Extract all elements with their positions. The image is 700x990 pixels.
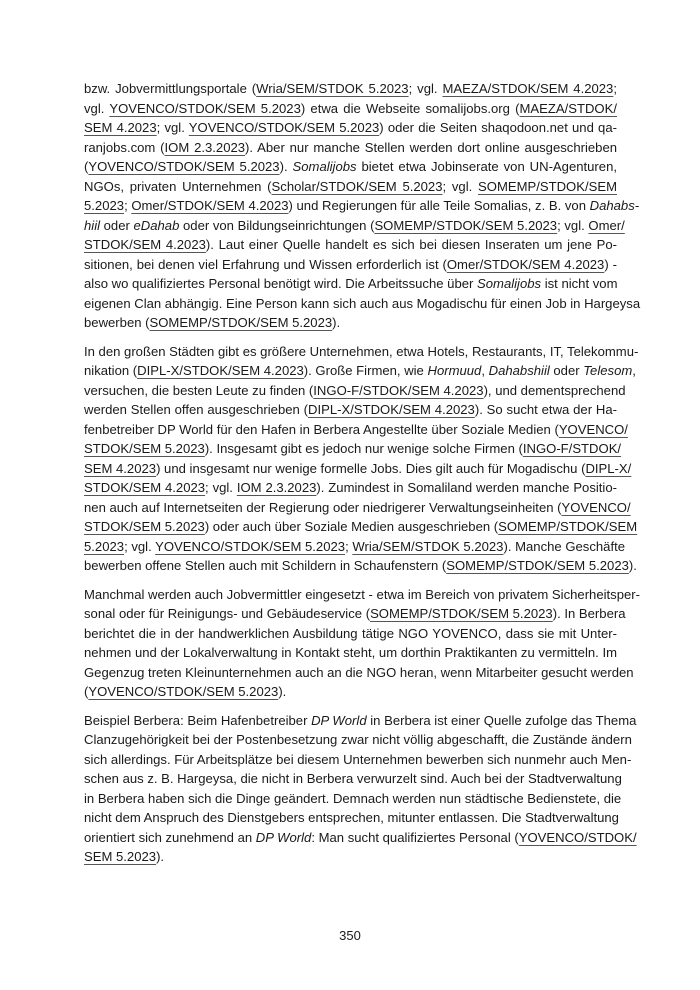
source-citation-link[interactable]: STDOK/SEM 5.2023 [84,519,205,534]
text: in Berbera haben sich die Dinge geändert. Demnach werden nun städtische Bedienstete, die [84,790,622,806]
text-line [84,478,617,498]
text: ). [279,159,293,174]
text: oder [549,363,584,378]
paragraph [84,79,641,333]
text: nehmen und der Lokalverwaltung in Kontakt steht, um dorthin Praktikanten zu vermitteln. Im [84,645,617,660]
text: , [481,363,489,378]
text: orientiert sich zunehmend an [84,829,256,845]
text: ). So sucht etwa der Ha- [474,402,617,417]
text-line [84,769,622,789]
text: schen aus z. B. Hargeysa, die nicht in Berbera verwurzelt sind. Auch bei der Stadtverwaltung [84,771,622,786]
text: ; vgl. [442,178,479,194]
source-citation-link[interactable]: YOVENCO/ [561,499,631,515]
source-citation-link[interactable]: SOMEMP/STDOK/SEM 5.2023 [374,217,558,233]
text: ; vgl. [124,538,156,554]
text-line [84,789,622,809]
text: Clanzugehörigkeit bei der Postenbesetzung zwar nicht völlig abgeschafft, die Zustände ändern [84,732,632,747]
source-citation-link[interactable]: 5.2023 [84,198,125,213]
source-citation-link[interactable]: Omer/ [588,217,625,233]
text-line [84,604,626,624]
paragraph [84,585,640,702]
text: nen auch auf Internetseiten der Regierung oder niedrigerer Verwaltungseinheiten ( [84,499,562,515]
italic-text: DP World [255,829,312,845]
text: ), und dementsprechend [483,382,626,398]
source-citation-link[interactable]: Wria/SEM/STDOK 5.2023 [256,81,409,96]
text: nicht dem Anspruch des Dienstgebers entsprechen, mitunter entlassen. Die Stadtverwaltung [84,810,619,825]
text-line [84,643,617,663]
source-citation-link[interactable]: Omer/STDOK/SEM 4.2023 [131,198,289,213]
paragraph [84,711,637,867]
text-line [84,420,628,440]
italic-text: Somalijobs [477,276,542,291]
text-line [84,663,634,683]
text-line [84,196,640,216]
text: Manchmal werden auch Jobvermittler eingesetzt - etwa im Bereich von privatem Sicherheitsper- [84,586,640,602]
text: oder von Bildungseinrichtungen ( [179,217,375,233]
text-line [84,313,617,333]
text: versuchen, die besten Leute zu finden ( [84,382,314,398]
text-line [84,177,617,197]
text: ). Aber nur manche Stellen werden dort online ausgeschrieben [245,139,618,155]
text-line [84,99,617,119]
text-line [84,537,626,557]
source-citation-link[interactable]: STDOK/SEM 4.2023 [84,480,206,495]
source-citation-link[interactable]: YOVENCO/STDOK/SEM 5.2023 [155,538,346,554]
text-line [84,750,632,770]
source-citation-link[interactable]: STDOK/SEM 5.2023 [84,441,205,456]
text: Beispiel Berbera: Beim Hafenbetreiber [84,712,312,728]
source-citation-link[interactable]: DIPL-X/STDOK/SEM 4.2023 [308,402,475,417]
text-line [84,624,617,644]
text: ; vgl. [408,81,443,96]
text: vgl. [84,100,110,116]
source-citation-link[interactable]: YOVENCO/STDOK/SEM 5.2023 [88,684,279,699]
text: bzw. Jobvermittlungsportale ( [84,81,257,96]
text-line [84,157,617,177]
text-line [84,585,640,605]
source-citation-link[interactable]: IOM 2.3.2023 [164,139,246,155]
text-line [84,808,617,828]
text: , [632,363,636,378]
text: : Man sucht qualifiziertes Personal ( [311,829,519,845]
document-body [84,79,641,876]
text-line [84,361,636,381]
text: ). Große Firmen, wie [303,363,428,378]
source-citation-link[interactable]: DIPL-X/STDOK/SEM 4.2023 [137,363,304,378]
text: werden Stellen offen ausgeschrieben ( [84,402,308,417]
text: ). [332,315,341,330]
text: ( [84,684,89,699]
italic-text: Somalijobs [292,159,357,174]
source-citation-link[interactable]: YOVENCO/STDOK/SEM 5.2023 [88,159,280,174]
italic-text: Telesom [583,363,633,378]
text: ) - [604,256,617,272]
text: ; [345,538,353,554]
text-line [84,235,617,255]
text: bietet etwa Jobinserate von UN-Agenturen, [356,159,617,174]
source-citation-link[interactable]: INGO-F/STDOK/ [522,441,622,456]
source-citation-link[interactable]: SOMEMP/STDOK/SEM [478,178,617,194]
text: ( [84,159,89,174]
text: NGOs, privaten Unternehmen ( [84,178,272,194]
text-line [84,556,637,576]
text-line [84,342,639,362]
page-number: 350 [339,928,361,943]
text-line [84,517,638,537]
text: ranjobs.com ( [84,139,165,155]
italic-text: eDahab [133,217,180,233]
text: In den großen Städten gibt es größere Unternehmen, etwa Hotels, Restaurants, IT, Telekommu- [84,343,639,359]
text-line [84,730,632,750]
source-citation-link[interactable]: YOVENCO/STDOK/SEM 5.2023 [109,100,301,116]
text-line [84,400,617,420]
text: ). Laut einer Quelle handelt es sich bei diesen Inseraten um jene Po- [205,237,617,252]
text-line [84,847,617,867]
text-line [84,294,641,314]
text: ; vgl. [557,217,589,233]
text-line [84,439,622,459]
text: in Berbera ist einer Quelle zufolge das Thema [366,712,637,728]
text: ). Insgesamt gibt es jedoch nur wenige solche Firmen ( [204,441,523,456]
source-citation-link[interactable]: SOMEMP/STDOK/SEM 5.2023 [149,315,333,330]
text: ) etwa die Webseite somalijobs.org ( [300,100,520,116]
text-line [84,79,617,99]
text: ; vgl. [205,480,237,495]
source-citation-link[interactable]: SOMEMP/STDOK/SEM 5.2023 [370,606,553,621]
source-citation-link[interactable]: Scholar/STDOK/SEM 5.2023 [271,178,443,194]
text: ). In Berbera [552,606,626,621]
text: sonal oder für Reinigungs- und Gebäudeservice ( [84,606,371,621]
text: eigenen Clan abhängig. Eine Person kann sich auch aus Mogadischu für einen Job in Hargeysa [84,295,641,311]
text-line [84,828,637,848]
paragraph [84,342,639,576]
source-citation-link[interactable]: STDOK/SEM 4.2023 [84,237,206,252]
italic-text: DP World [311,712,367,728]
source-citation-link[interactable]: Omer/STDOK/SEM 4.2023 [446,256,605,272]
text: ). [156,849,165,864]
source-citation-link[interactable]: MAEZA/STDOK/ [519,100,617,116]
source-citation-link[interactable]: YOVENCO/STDOK/ [518,829,637,845]
text: ; vgl. [156,120,189,135]
source-citation-link[interactable]: SOMEMP/STDOK/SEM 5.2023 [446,558,629,573]
text: Gegenzug treten Kleinunternehmen auch an die NGO heran, wenn Mitarbeiter gesucht werden [84,664,634,680]
source-citation-link[interactable]: SEM 5.2023 [84,849,157,864]
text: berichtet die in der handwerklichen Ausbildung tätige NGO YOVENCO, dass sie mit Unter- [84,625,617,641]
source-citation-link[interactable]: INGO-F/STDOK/SEM 4.2023 [313,382,484,398]
text-line [84,274,617,294]
text-line [84,381,626,401]
italic-text: Dahabshiil [488,363,550,378]
text: bewerben offene Stellen auch mit Schildern in Schaufenstern ( [84,558,447,573]
text: fenbetreiber DP World für den Hafen in Berbera Angestellte über Soziale Medien ( [84,421,559,437]
text: ) und insgesamt nur wenige formelle Jobs. Dies gilt auch für Mogadischu ( [156,460,586,476]
text: ) und Regierungen für alle Teile Somalias, z. B. von [288,198,590,213]
text: ; [124,198,132,213]
text-line [84,118,617,138]
italic-text: hiil [84,217,101,233]
text: ; [613,81,617,96]
text-line [84,459,632,479]
text-line [84,711,637,731]
text: ). Manche Geschäfte [503,538,626,554]
text-line [84,682,617,702]
text: ) oder auch über Soziale Medien ausgeschrieben ( [204,519,499,534]
source-citation-link[interactable]: Wria/SEM/STDOK 5.2023 [352,538,504,554]
text: ). Zumindest in Somaliland werden manche Positio- [316,480,617,495]
source-citation-link[interactable]: 5.2023 [84,538,125,554]
source-citation-link[interactable]: YOVENCO/STDOK/SEM 5.2023 [188,120,380,135]
source-citation-link[interactable]: YOVENCO/ [558,421,628,437]
text: ) oder die Seiten shaqodoon.net und qa- [379,120,617,135]
text-line [84,138,617,158]
text: bewerben ( [84,315,150,330]
italic-text: Dahabs- [589,198,640,213]
source-citation-link[interactable]: IOM 2.3.2023 [236,480,317,495]
text: sitionen, bei denen viel Erfahrung und Wissen erforderlich ist ( [84,256,447,272]
source-citation-link[interactable]: SEM 4.2023 [84,120,157,135]
text: oder [100,217,134,233]
source-citation-link[interactable]: SOMEMP/STDOK/SEM [498,519,638,534]
text-line [84,498,631,518]
text: ). [628,558,637,573]
text: ). [278,684,287,699]
text: ist nicht vom [541,276,618,291]
text-line [84,255,617,275]
text: also wo qualifiziertes Personal benötigt wird. Die Arbeitssuche über [84,276,478,291]
source-citation-link[interactable]: SEM 4.2023 [84,460,157,476]
text: sich allerdings. Für Arbeitsplätze bei diesem Unternehmen bewerben sich nunmehr auch Men- [84,751,632,767]
source-citation-link[interactable]: MAEZA/STDOK/SEM 4.2023 [442,81,614,96]
text-line [84,216,625,236]
source-citation-link[interactable]: DIPL-X/ [585,460,632,476]
italic-text: Hormuud [427,363,482,378]
text: nikation ( [84,363,138,378]
